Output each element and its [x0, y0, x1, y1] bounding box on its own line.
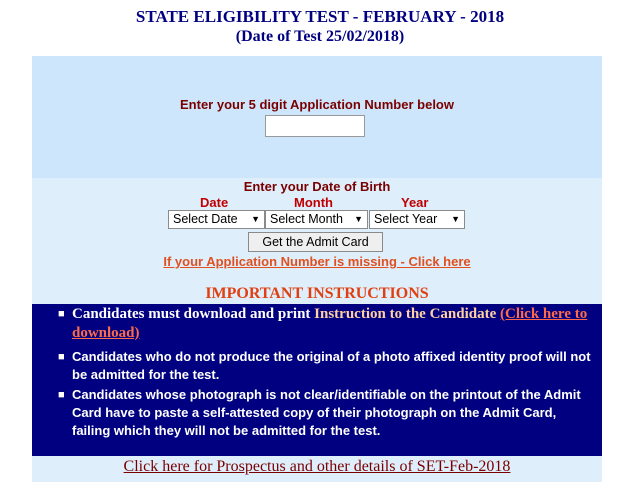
instruction-item-identity-proof	[58, 348, 596, 384]
bullet-icon: ■	[58, 351, 65, 363]
date-select[interactable]	[168, 210, 265, 229]
instruction-item-identity-proof-text: Candidates who do not produce the original of a photo affixed identity proof will not be admitted for the test.	[72, 349, 591, 382]
download-instructions-link[interactable]: (Click here to download)	[72, 306, 588, 341]
month-select-value: Select Month	[270, 212, 343, 226]
page-subtitle: (Date of Test 25/02/2018)	[235, 28, 405, 45]
month-select[interactable]	[265, 210, 368, 229]
instructions-panel	[32, 304, 602, 456]
missing-application-number-link[interactable]: If your Application Number is missing - Click here	[163, 254, 471, 269]
important-instructions-title: IMPORTANT INSTRUCTIONS	[205, 285, 429, 302]
date-column-label: Date	[200, 195, 229, 210]
prospectus-panel	[32, 456, 602, 482]
year-column-label: Year	[401, 195, 429, 210]
year-select-value: Select Year	[374, 212, 438, 226]
date-select-value: Select Date	[173, 212, 238, 226]
date-of-birth-panel	[32, 178, 602, 304]
application-number-panel	[32, 56, 602, 178]
dropdown-arrow-icon: ▼	[251, 214, 260, 224]
instruction-item-photograph	[58, 386, 596, 440]
dropdown-arrow-icon: ▼	[451, 214, 460, 224]
instruction-item-download	[58, 305, 596, 343]
month-column-label: Month	[294, 195, 333, 210]
page-title: STATE ELIGIBILITY TEST - FEBRUARY - 2018	[135, 7, 505, 26]
get-admit-card-button[interactable]: Get the Admit Card	[248, 232, 383, 252]
instruction-item-download-text: Candidates must download and print	[72, 306, 315, 322]
instruction-item-photograph-text: Candidates whose photograph is not clear/identifiable on the printout of the Admit Card have to paste a self-attested copy of their photograph on the Admit Card, failing which they will not be admitted for the test.	[72, 387, 581, 438]
dropdown-arrow-icon: ▼	[354, 214, 363, 224]
page-header	[0, 6, 640, 46]
instruction-to-candidate-text: Instruction to the Candidate	[314, 306, 497, 322]
prospectus-link[interactable]: Click here for Prospectus and other details of SET-Feb-2018	[123, 458, 511, 475]
bullet-icon: ■	[58, 389, 65, 401]
dob-label: Enter your Date of Birth	[243, 179, 391, 194]
bullet-icon: ■	[58, 308, 65, 320]
application-number-input[interactable]	[265, 115, 365, 137]
year-select[interactable]	[369, 210, 465, 229]
application-number-label: Enter your 5 digit Application Number below	[180, 97, 454, 112]
